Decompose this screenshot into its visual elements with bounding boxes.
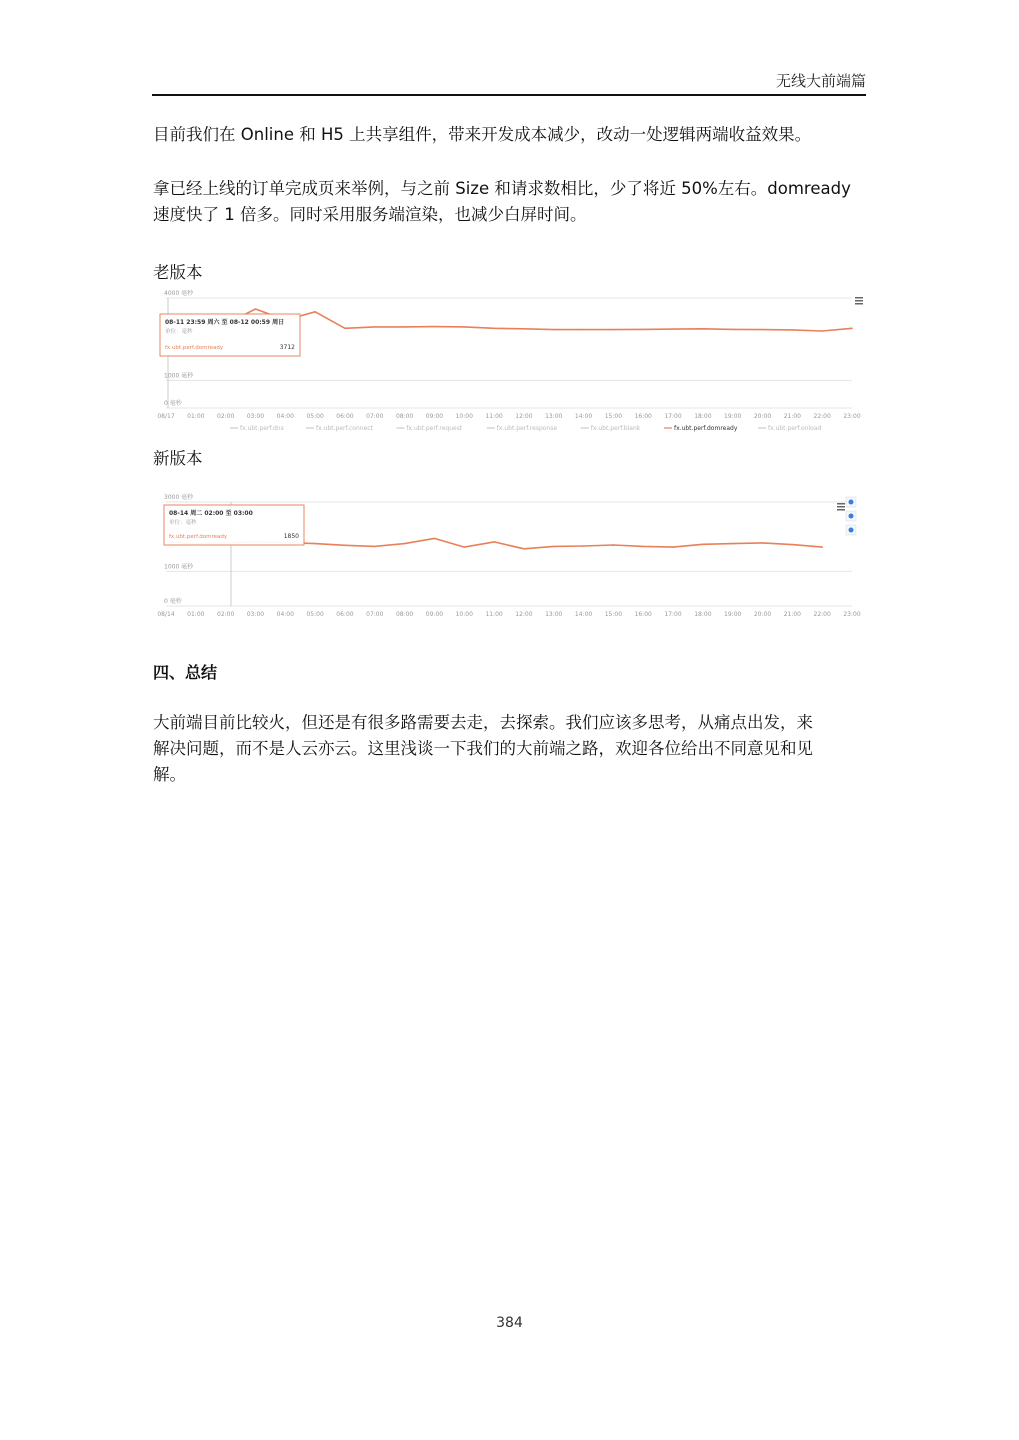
data-point <box>583 545 585 547</box>
x-tick-label: 05:00 <box>306 413 324 420</box>
data-point <box>762 329 764 331</box>
chart-menu-icon <box>837 503 845 511</box>
x-tick-label: 10:00 <box>455 413 473 420</box>
download-icon-glyph <box>849 514 854 519</box>
y-tick-label: 4000 毫秒 <box>164 290 194 297</box>
menu-bar <box>855 300 863 302</box>
x-tick-label: 20:00 <box>753 611 772 618</box>
x-tick-label: 15:00 <box>604 413 623 420</box>
data-point <box>523 548 525 550</box>
new-version-label: 新版本 <box>153 449 203 468</box>
data-point <box>404 326 406 328</box>
data-point <box>463 546 465 548</box>
x-tick-label: 21:00 <box>783 611 801 618</box>
y-tick-label: 0 毫秒 <box>164 400 182 407</box>
data-point <box>672 328 674 330</box>
menu-bar <box>837 506 845 508</box>
x-tick-label: 02:00 <box>217 413 235 420</box>
data-point <box>702 543 704 545</box>
x-tick-label: 03:00 <box>246 413 265 420</box>
chart-menu-icon <box>855 297 863 305</box>
tooltip-series: fx.ubt.perf.domready <box>169 534 228 540</box>
data-point <box>672 546 674 548</box>
x-tick-label: 09:00 <box>425 413 444 420</box>
x-tick-label: 08:00 <box>395 413 414 420</box>
x-tick-label: 12:00 <box>515 611 533 618</box>
old-version-chart-svg <box>152 290 868 438</box>
old-version-label: 老版本 <box>153 263 203 282</box>
tooltip-title: 08-11 23:59 周六 至 08-12 00:59 周日 <box>165 319 285 326</box>
tooltip-value: 3712 <box>279 344 295 351</box>
x-tick-label: 15:00 <box>604 611 623 618</box>
running-header: 无线大前端篇 <box>775 72 866 90</box>
data-point <box>702 328 704 330</box>
x-tick-label: 02:00 <box>217 611 235 618</box>
legend-label: fx.ubt.perf.domready <box>674 425 738 432</box>
tooltip-unit: 单位：毫秒 <box>169 520 197 526</box>
x-tick-label: 03:00 <box>246 611 265 618</box>
tooltip-value: 1850 <box>283 533 299 540</box>
paragraph-1: 目前我们在 Online 和 H5 上共享组件，带来开发成本减少，改动一处逻辑两端收益效果。 <box>153 125 812 144</box>
data-point <box>851 327 853 329</box>
x-tick-label: 17:00 <box>664 611 682 618</box>
data-point <box>493 327 495 329</box>
summary-line-2: 解决问题，而不是人云亦云。这里浅谈一下我们的大前端之路，欢迎各位给出不同意见和见 <box>153 739 813 758</box>
data-point <box>314 543 316 545</box>
data-point <box>523 328 525 330</box>
x-tick-label: 16:00 <box>634 413 652 420</box>
data-point <box>613 329 615 331</box>
x-tick-label: 13:00 <box>545 413 563 420</box>
x-tick-label: 16:00 <box>634 611 652 618</box>
x-tick-label: 22:00 <box>813 611 831 618</box>
data-point <box>792 544 794 546</box>
old-version-chart <box>152 290 868 438</box>
x-tick-label: 14:00 <box>574 413 593 420</box>
new-version-chart-svg <box>152 492 868 622</box>
summary-line-3: 解。 <box>153 765 186 784</box>
x-tick-label: 19:00 <box>724 611 742 618</box>
paragraph-2-line-1: 拿已经上线的订单完成页来举例，与之前 Size 和请求数相比，少了将近 50%左右。domready <box>153 179 851 198</box>
legend-label: fx.ubt.perf.onload <box>768 425 822 432</box>
legend-label: fx.ubt.perf.blank <box>590 425 641 432</box>
x-tick-label: 05:00 <box>306 611 324 618</box>
x-tick-label: 01:00 <box>187 413 205 420</box>
menu-bar <box>855 303 863 305</box>
x-tick-label: 17:00 <box>664 413 682 420</box>
data-point <box>792 329 794 331</box>
x-tick-label: 08/14 <box>157 611 175 618</box>
x-tick-label: 11:00 <box>485 413 503 420</box>
data-point <box>553 329 555 331</box>
x-tick-label: 20:00 <box>753 413 772 420</box>
y-tick-label: 0 毫秒 <box>164 598 182 605</box>
x-tick-label: 04:00 <box>276 611 294 618</box>
menu-bar <box>837 503 845 505</box>
x-tick-label: 09:00 <box>425 611 444 618</box>
data-point <box>553 546 555 548</box>
x-tick-label: 12:00 <box>515 413 533 420</box>
data-point <box>374 326 376 328</box>
x-tick-label: 23:00 <box>843 611 861 618</box>
paragraph-2-line-2: 速度快了 1 倍多。同时采用服务端渲染，也减少白屏时间。 <box>153 205 587 224</box>
section-heading: 四、总结 <box>153 663 218 682</box>
data-point <box>493 541 495 543</box>
page-number: 384 <box>496 1315 523 1331</box>
menu-bar <box>855 297 863 299</box>
tooltip-series: fx.ubt.perf.domready <box>165 345 224 351</box>
data-point <box>732 329 734 331</box>
x-tick-label: 14:00 <box>574 611 593 618</box>
share-icon-glyph <box>849 500 854 505</box>
data-point <box>821 546 823 548</box>
x-tick-label: 06:00 <box>336 413 354 420</box>
info-icon-glyph <box>849 528 854 533</box>
legend-label: fx.ubt.perf.dns <box>240 425 284 432</box>
x-tick-label: 06:00 <box>336 611 354 618</box>
x-tick-label: 18:00 <box>694 611 712 618</box>
data-point <box>821 330 823 332</box>
data-point <box>404 543 406 545</box>
data-point <box>613 544 615 546</box>
data-point <box>642 329 644 331</box>
header-rule <box>152 94 866 96</box>
data-point <box>583 329 585 331</box>
x-tick-label: 18:00 <box>694 413 712 420</box>
x-tick-label: 22:00 <box>813 413 831 420</box>
data-point <box>434 538 436 540</box>
x-tick-label: 04:00 <box>276 413 294 420</box>
x-tick-label: 21:00 <box>783 413 801 420</box>
x-tick-label: 07:00 <box>366 611 384 618</box>
x-tick-label: 19:00 <box>724 413 742 420</box>
new-version-chart <box>152 492 868 622</box>
x-tick-label: 23:00 <box>843 413 861 420</box>
summary-line-1: 大前端目前比较火，但还是有很多路需要去走，去探索。我们应该多思考，从痛点出发，来 <box>153 713 813 732</box>
x-tick-label: 08:00 <box>395 611 414 618</box>
x-tick-label: 01:00 <box>187 611 205 618</box>
data-point <box>344 545 346 547</box>
data-point <box>434 326 436 328</box>
x-tick-label: 13:00 <box>545 611 563 618</box>
legend-label: fx.ubt.perf.connect <box>316 425 373 432</box>
x-tick-label: 08/17 <box>157 413 175 420</box>
data-point <box>762 542 764 544</box>
data-point <box>255 308 257 310</box>
data-point <box>642 546 644 548</box>
data-point <box>463 326 465 328</box>
y-tick-label: 3000 毫秒 <box>164 494 194 501</box>
data-point <box>732 543 734 545</box>
x-tick-label: 11:00 <box>485 611 503 618</box>
menu-bar <box>837 509 845 511</box>
tooltip-title: 08-14 周二 02:00 至 03:00 <box>169 510 253 517</box>
legend-label: fx.ubt.perf.request <box>406 425 463 432</box>
data-point <box>344 327 346 329</box>
data-point <box>374 546 376 548</box>
y-tick-label: 1000 毫秒 <box>164 372 194 380</box>
x-tick-label: 10:00 <box>455 611 473 618</box>
tooltip-unit: 单位：毫秒 <box>165 329 193 335</box>
x-tick-label: 07:00 <box>366 413 384 420</box>
y-tick-label: 1000 毫秒 <box>164 563 194 571</box>
legend-label: fx.ubt.perf.response <box>496 425 558 432</box>
data-point <box>314 311 316 313</box>
